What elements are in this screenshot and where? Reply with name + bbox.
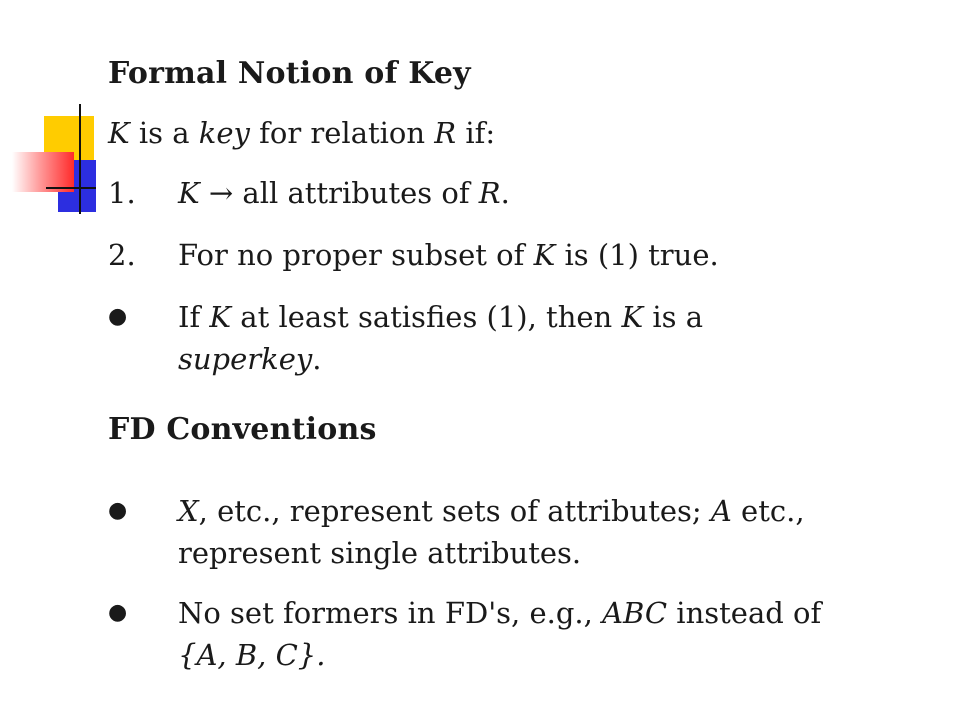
term-superkey: superkey — [178, 342, 313, 376]
condition-2-text-before: For no proper subset of — [178, 238, 534, 272]
var-a: A — [710, 494, 732, 528]
period: . — [312, 342, 322, 376]
list-marker: 2. — [108, 238, 136, 272]
condition-1-label: all attributes of — [242, 176, 479, 210]
bullet-icon: ● — [108, 600, 128, 625]
var-k: K — [209, 300, 232, 334]
no-set-formers-text — [178, 592, 868, 676]
var-k: K — [108, 116, 130, 150]
condition-1-text — [178, 172, 868, 214]
set-notation-abc: {A, B, C}. — [178, 638, 326, 672]
set-formers-text-1: No set formers in FD's, e.g., — [178, 596, 603, 630]
var-k: K — [621, 300, 644, 334]
list-item-superkey — [108, 296, 868, 380]
bullet-icon: ● — [108, 304, 128, 329]
sets-of-attributes-text — [178, 490, 868, 574]
bullet-icon: ● — [108, 498, 128, 523]
list-item-no-set-formers — [108, 592, 868, 676]
text-if: If — [178, 300, 210, 334]
text-is-a: is a — [643, 300, 704, 334]
section-heading-fd-conventions: FD Conventions — [108, 412, 377, 447]
key-definition-intro — [108, 112, 495, 154]
list-marker: 1. — [108, 176, 136, 210]
list-item-sets-of-attributes — [108, 490, 868, 574]
superkey-text — [178, 296, 868, 380]
period: . — [500, 176, 510, 210]
var-x: X — [178, 494, 199, 528]
condition-2-text — [178, 234, 868, 276]
set-formers-text-2: instead of — [667, 596, 822, 630]
red-gradient-decoration — [12, 152, 74, 192]
text-for-relation: for relation — [249, 116, 435, 150]
var-k: K — [533, 238, 556, 272]
condition-2-text-after: is (1) true. — [555, 238, 719, 272]
sets-text-1: , etc., represent sets of attributes; — [198, 494, 711, 528]
text-is-a: is a — [129, 116, 199, 150]
var-abc: ABC — [602, 596, 668, 630]
arrow-symbol: → — [199, 176, 243, 210]
horizontal-line-decoration — [46, 187, 96, 189]
slide-ornament — [0, 0, 110, 230]
term-key: key — [198, 116, 250, 150]
superkey-mid-text: at least satisfies (1), then — [231, 300, 622, 334]
sets-text-2: etc., — [731, 494, 805, 528]
var-k: K — [178, 176, 200, 210]
var-r: R — [434, 116, 457, 150]
sets-text-line-2: represent single attributes. — [178, 536, 582, 570]
text-if: if: — [456, 116, 496, 150]
var-r: R — [478, 176, 501, 210]
section-heading-key: Formal Notion of Key — [108, 56, 471, 91]
vertical-line-decoration — [79, 104, 81, 214]
